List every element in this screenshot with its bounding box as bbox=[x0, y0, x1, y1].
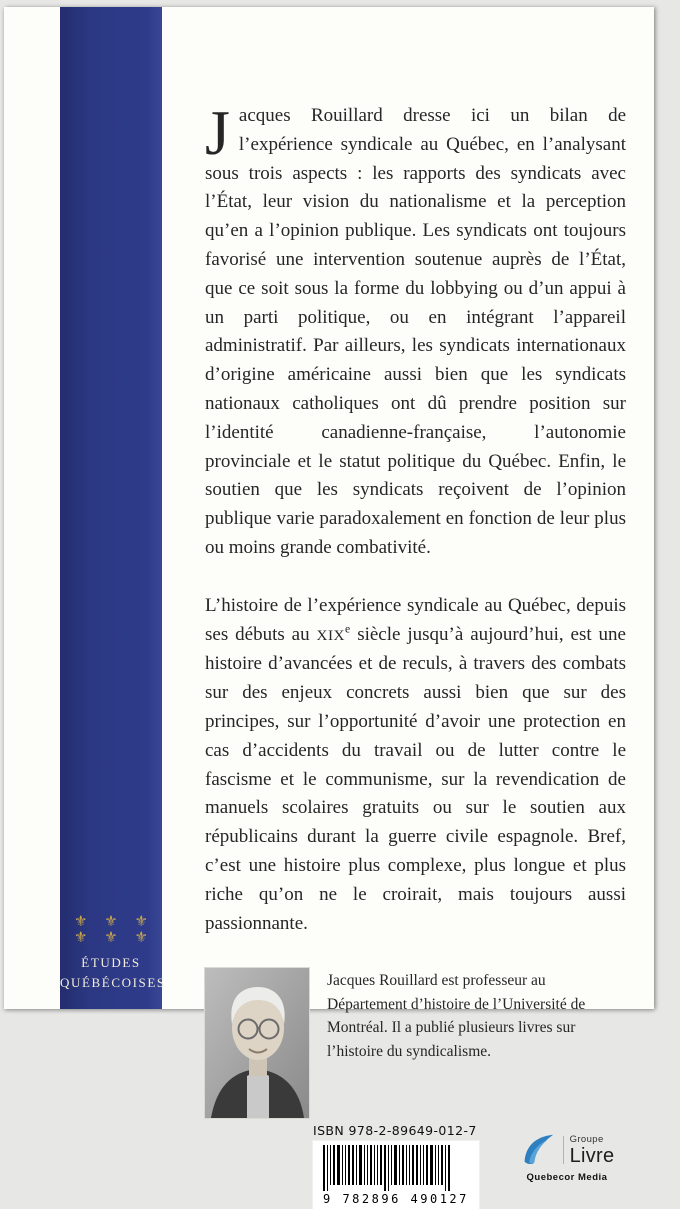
isbn-block bbox=[313, 1123, 479, 1209]
publisher-names bbox=[570, 1135, 615, 1167]
synopsis-text-1: acques Rouillard dresse ici un bilan de l’expérience syndicale au Québec, en l’analysant sous trois aspects : les rapports des syndicats avec l’État, leur vision du nationalisme et la perception qu’en a l’opinion publique. Les syndicats ont toujours favorisé une intervention soutenue auprès de l’État, que ce soit sous la forme du lobbying ou d’un appui à un parti politique, ou en intégrant l’appareil administratif. Par ailleurs, les syndicats internationaux d’origine américaine aussi bien que les syndicats nationaux catholiques ont dû prendre position sur l’identité canadienne-française, l’autonomie provinciale et le statut politique du Québec. Enfin, le soutien que les syndicats reçoivent de l’opinion publique varie paradoxalement en fonction de leur plus ou moins grande combativité. bbox=[205, 105, 626, 558]
barcode bbox=[313, 1141, 479, 1209]
publisher-logo-divider bbox=[563, 1136, 564, 1164]
author-portrait-illustration bbox=[205, 968, 309, 1118]
century-superscript: e bbox=[345, 622, 351, 636]
isbn-label: ISBN 978-2-89649-012-7 bbox=[313, 1123, 477, 1139]
author-bio-row bbox=[205, 968, 626, 1118]
spine-series-block bbox=[60, 912, 166, 993]
publisher-swoosh-icon bbox=[520, 1133, 556, 1167]
barcode-number: 9 782896 490127 bbox=[323, 1192, 469, 1207]
back-cover-text-area bbox=[205, 7, 626, 1209]
spine-band bbox=[60, 7, 166, 1009]
publisher-group-label: Groupe bbox=[569, 1133, 604, 1145]
dropcap-letter: J bbox=[205, 97, 230, 168]
fleur-de-lis-icon: ⚜ ⚜ ⚜ bbox=[74, 912, 154, 931]
fleur-de-lis-ornament bbox=[60, 914, 162, 946]
author-photo bbox=[205, 968, 309, 1118]
fleur-de-lis-icon: ⚜ ⚜ ⚜ bbox=[74, 927, 154, 946]
synopsis-paragraph-1 bbox=[205, 97, 626, 563]
synopsis-text-2a: L’histoire de l’expérience syndicale au Québec, depuis ses débuts au bbox=[205, 594, 626, 645]
series-title bbox=[60, 953, 166, 993]
publisher-logo-top bbox=[520, 1133, 615, 1167]
author-bio-text: Jacques Rouillard est professeur au Département d’histoire de l’Université de Montréal. Il a publié plusieurs livres sur l’histoire du syndicalisme. bbox=[327, 972, 586, 1060]
publisher-logo bbox=[508, 1133, 626, 1183]
publisher-name-label: Livre bbox=[569, 1145, 615, 1168]
barcode-bars bbox=[323, 1145, 469, 1191]
book-back-cover bbox=[4, 7, 654, 1207]
bottom-row bbox=[205, 1123, 626, 1209]
series-title-line1: ÉTUDES bbox=[81, 954, 141, 970]
series-title-line2: QUÉBÉCOISES bbox=[60, 974, 166, 990]
century-small-caps: XIX bbox=[316, 626, 346, 644]
synopsis-paragraph-2 bbox=[205, 592, 626, 939]
publisher-media-label: Quebecor Media bbox=[526, 1172, 608, 1184]
synopsis-text-2b: siècle jusqu’à aujourd’hui, est une histoire d’avancées et de reculs, à travers des combats sur des enjeux concrets aussi bien que sur des principes, sur l’opportunité d’avoir une protection en cas d’accidents du travail ou de lutter contre le fascisme et le communisme, sur la revendication de manuels scolaires gratuits ou sur le soutien aux républicains durant la guerre civile espagnole. Bref, c’est une histoire plus complexe, plus longue et plus riche qu’on ne le croirait, mais toujours aussi passionnante. bbox=[205, 623, 626, 934]
